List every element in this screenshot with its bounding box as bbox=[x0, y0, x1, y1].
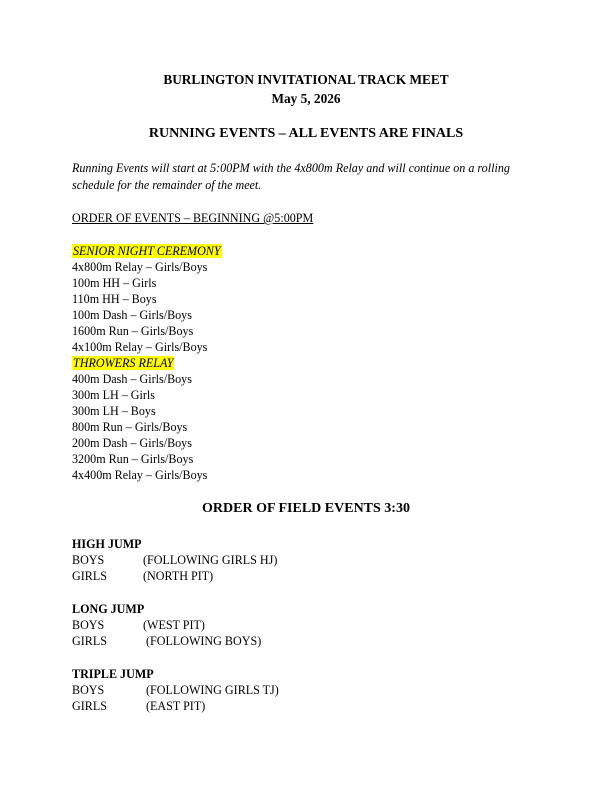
event-item: 110m HH – Boys bbox=[72, 292, 157, 306]
event-item: 4x400m Relay – Girls/Boys bbox=[72, 468, 208, 482]
long-jump-girls-location: (FOLLOWING BOYS) bbox=[146, 634, 262, 648]
throwers-relay-highlight: THROWERS RELAY bbox=[73, 356, 174, 370]
running-events-heading: RUNNING EVENTS – ALL EVENTS ARE FINALS bbox=[148, 126, 464, 141]
event-item: 4x100m Relay – Girls/Boys bbox=[72, 340, 208, 354]
event-item: 200m Dash – Girls/Boys bbox=[72, 436, 192, 450]
event-item: 100m HH – Girls bbox=[72, 276, 157, 290]
event-item: 1600m Run – Girls/Boys bbox=[72, 324, 194, 338]
event-item: 300m LH – Girls bbox=[72, 388, 155, 402]
senior-night-highlight: SENIOR NIGHT CEREMONY bbox=[73, 244, 221, 258]
high-jump-boys-label: BOYS bbox=[72, 553, 105, 567]
event-item: 4x800m Relay – Girls/Boys bbox=[72, 260, 208, 274]
senior-night-ceremony bbox=[72, 243, 222, 259]
high-jump-title: HIGH JUMP bbox=[72, 537, 142, 551]
order-of-events-heading: ORDER OF EVENTS – BEGINNING @5:00PM bbox=[72, 211, 314, 225]
running-intro-line-1: Running Events will start at 5:00PM with the 4x800m Relay and will continue on a rolling bbox=[72, 161, 510, 175]
triple-jump-girls-label: GIRLS bbox=[72, 699, 107, 713]
high-jump-boys-location: (FOLLOWING GIRLS HJ) bbox=[143, 553, 278, 567]
field-events-heading: ORDER OF FIELD EVENTS 3:30 bbox=[202, 501, 410, 516]
triple-jump-girls-location: (EAST PIT) bbox=[146, 699, 206, 713]
event-item: 300m LH – Boys bbox=[72, 404, 156, 418]
long-jump-girls-label: GIRLS bbox=[72, 634, 107, 648]
event-item: 400m Dash – Girls/Boys bbox=[72, 372, 192, 386]
event-item: 3200m Run – Girls/Boys bbox=[72, 452, 194, 466]
long-jump-boys-label: BOYS bbox=[72, 618, 105, 632]
triple-jump-title: TRIPLE JUMP bbox=[72, 667, 154, 681]
meet-title: BURLINGTON INVITATIONAL TRACK MEET bbox=[163, 72, 449, 87]
high-jump-girls-location: (NORTH PIT) bbox=[143, 569, 214, 583]
long-jump-title: LONG JUMP bbox=[72, 602, 145, 616]
triple-jump-boys-label: BOYS bbox=[72, 683, 105, 697]
triple-jump-boys-location: (FOLLOWING GIRLS TJ) bbox=[146, 683, 279, 697]
high-jump-girls-label: GIRLS bbox=[72, 569, 107, 583]
throwers-relay bbox=[72, 355, 174, 371]
meet-date: May 5, 2026 bbox=[271, 91, 341, 106]
event-item: 100m Dash – Girls/Boys bbox=[72, 308, 192, 322]
running-intro-line-2: schedule for the remainder of the meet. bbox=[72, 178, 262, 192]
event-item: 800m Run – Girls/Boys bbox=[72, 420, 188, 434]
long-jump-boys-location: (WEST PIT) bbox=[143, 618, 205, 632]
